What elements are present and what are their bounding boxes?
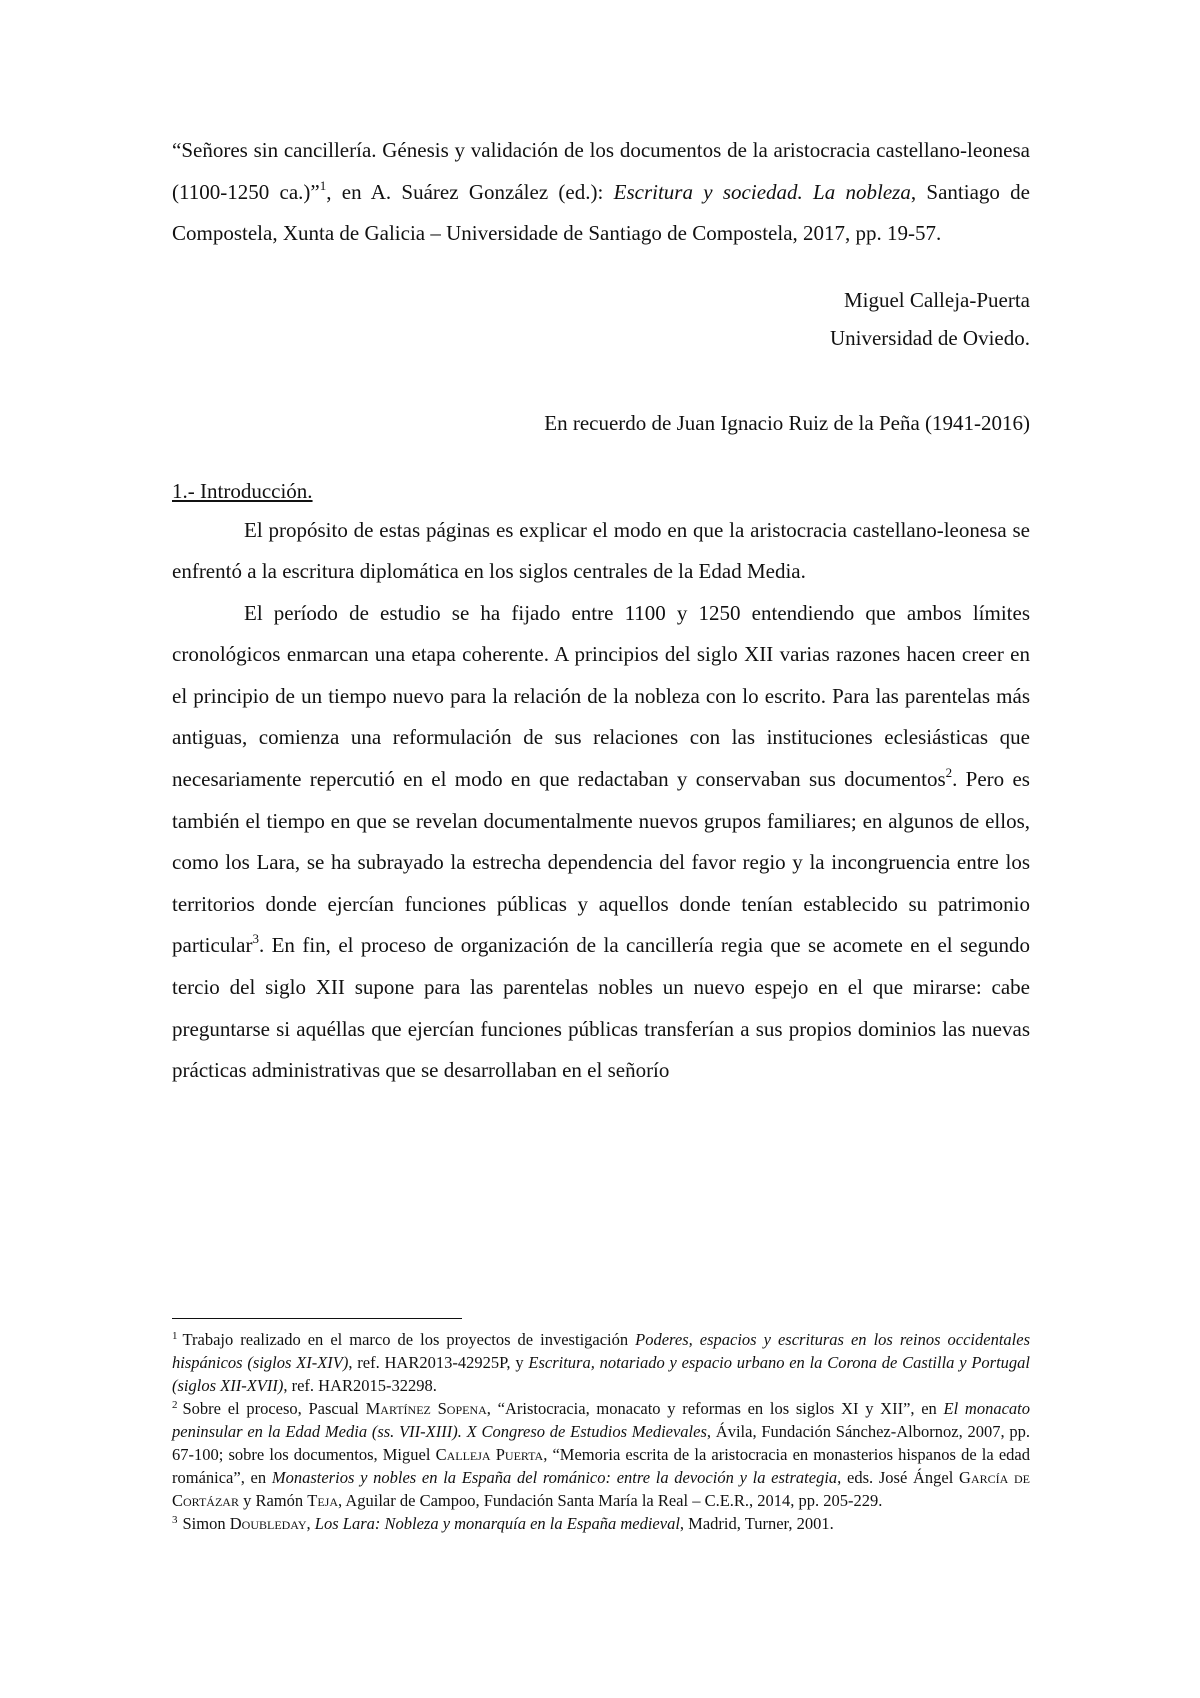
footnote-number: 2: [172, 1399, 178, 1411]
author-affiliation: Universidad de Oviedo.: [829, 325, 1030, 350]
author-block: [172, 281, 1030, 357]
footnote-number: 3: [172, 1514, 178, 1526]
close-quote: ”: [310, 179, 320, 204]
citation-editor: , en A. Suárez González (ed.):: [326, 179, 614, 204]
body-text: [172, 510, 1030, 1092]
footnote-text: , Madrid, Turner, 2001.: [679, 1514, 834, 1533]
author-surname: Calleja Puerta: [435, 1445, 544, 1464]
footnote-italic: Poderes, espacios y escrituras en los reinos occidentales hispánicos (siglos XI-XIV): [172, 1330, 1030, 1372]
page-content: [172, 130, 1030, 1092]
footnote-text: , Aguilar de Campoo, Fundación Santa María la Real – C.E.R., 2014, pp. 205-229.: [338, 1491, 883, 1510]
footnote-italic: Escritura, notariado y espacio urbano en la Corona de Castilla y Portugal (siglos XII-XVII): [172, 1353, 1030, 1395]
footnote-text: Simon: [182, 1514, 230, 1533]
footnote-text: , “Aristocracia, monacato y reformas en los siglos XI y XII”, en: [486, 1399, 944, 1418]
author-name: Miguel Calleja-Puerta: [843, 287, 1030, 312]
footnote-text: , ref. HAR2015-32298.: [283, 1376, 437, 1395]
footnote-italic: Los Lara: Nobleza y monarquía en la España medieval: [314, 1514, 680, 1533]
footnote-text: Sobre el proceso, Pascual: [182, 1399, 366, 1418]
footnote-number: 1: [172, 1330, 178, 1342]
footnote-text: Trabajo realizado en el marco de los proyectos de investigación: [182, 1330, 636, 1349]
footnote-ref-1[interactable]: 1: [319, 177, 327, 193]
footnote-text: y Ramón: [238, 1491, 308, 1510]
paragraph-text: El período de estudio se ha fijado entre 1100 y 1250 entendiendo que ambos límites cronológicos enmarcan una etapa coherente. A principios del siglo XII varias razones hacen creer en el principio de un tiempo nuevo para la relación de la nobleza con lo escrito. Para las parentelas más antiguas, comienza una reformulación de sus relaciones con las instituciones eclesiásticas que necesariamente repercutió en el modo en que redactaban y conservaban sus documentos: [172, 600, 1030, 792]
footnotes: [172, 1328, 1030, 1535]
citation-publication: , Santiago de Compostela, Xunta de Galicia – Universidade de Santiago de Compostela, 2017, pp. 19-57.: [172, 179, 1031, 245]
paragraph: [172, 593, 1030, 1092]
article-title: Señores sin cancillería. Génesis y validación de los documentos de la aristocracia castellano-leonesa (1100-1250 ca.): [172, 138, 1030, 204]
section-title: 1.- Introducción.: [172, 478, 313, 503]
footnote-text: , “Memoria escrita de la aristocracia en monasterios hispanos de la edad románica”, en: [172, 1445, 1030, 1487]
author-surname: García de Cortázar: [172, 1468, 1031, 1510]
footnote-italic: El monacato peninsular en la Edad Media (ss. VII-XIII). X Congreso de Estudios Medievales: [172, 1399, 1030, 1441]
author-surname: Doubleday: [229, 1514, 307, 1533]
paragraph-text: . En fin, el proceso de organización de la cancillería regia que se acomete en el segundo tercio del siglo XII supone para las parentelas nobles un nuevo espejo en el que mirarse: cabe preguntarse si aquéllas que ejercían funciones públicas transferían a sus propios dominios las nuevas prácticas administrativas que se desarrollaban en el señorío: [172, 933, 1030, 1083]
footnote-3: [172, 1512, 1030, 1535]
footnote-2: [172, 1397, 1030, 1512]
footnote-1: [172, 1328, 1030, 1397]
dedication: En recuerdo de Juan Ignacio Ruiz de la Peña (1941-2016): [544, 410, 1030, 435]
author-surname: Teja: [307, 1491, 338, 1510]
footnote-ref-3[interactable]: 3: [252, 931, 259, 947]
open-quote: “: [172, 138, 182, 162]
footnote-text: , Ávila, Fundación Sánchez-Albornoz, 2007, pp. 67-100; sobre los documentos, Miguel: [172, 1422, 1030, 1464]
footnote-text: ,: [306, 1514, 315, 1533]
paragraph: El propósito de estas páginas es explicar el modo en que la aristocracia castellano-leonesa se enfrentó a la escritura diplomática en los siglos centrales de la Edad Media.: [172, 517, 1030, 584]
paragraph-text: . Pero es también el tiempo en que se revelan documentalmente nuevos grupos familiares; en algunos de ellos, como los Lara, se ha subrayado la estrecha dependencia del favor regio y la incongruencia entre los territorios donde ejercían funciones públicas y aquellos donde tenían establecido su patrimonio particular: [172, 767, 1030, 958]
footnote-text: , ref. HAR2013-42925P, y: [348, 1353, 529, 1372]
citation: [172, 130, 1030, 255]
book-title: Escritura y sociedad. La nobleza: [613, 179, 911, 204]
footnote-divider: [172, 1318, 462, 1319]
footnote-italic: Monasterios y nobles en la España del románico: entre la devoción y la estrategia: [271, 1468, 838, 1487]
footnote-ref-2[interactable]: 2: [945, 765, 953, 781]
footnote-text: , eds. José Ángel: [837, 1468, 960, 1487]
author-surname: Martínez Sopena: [365, 1399, 487, 1418]
